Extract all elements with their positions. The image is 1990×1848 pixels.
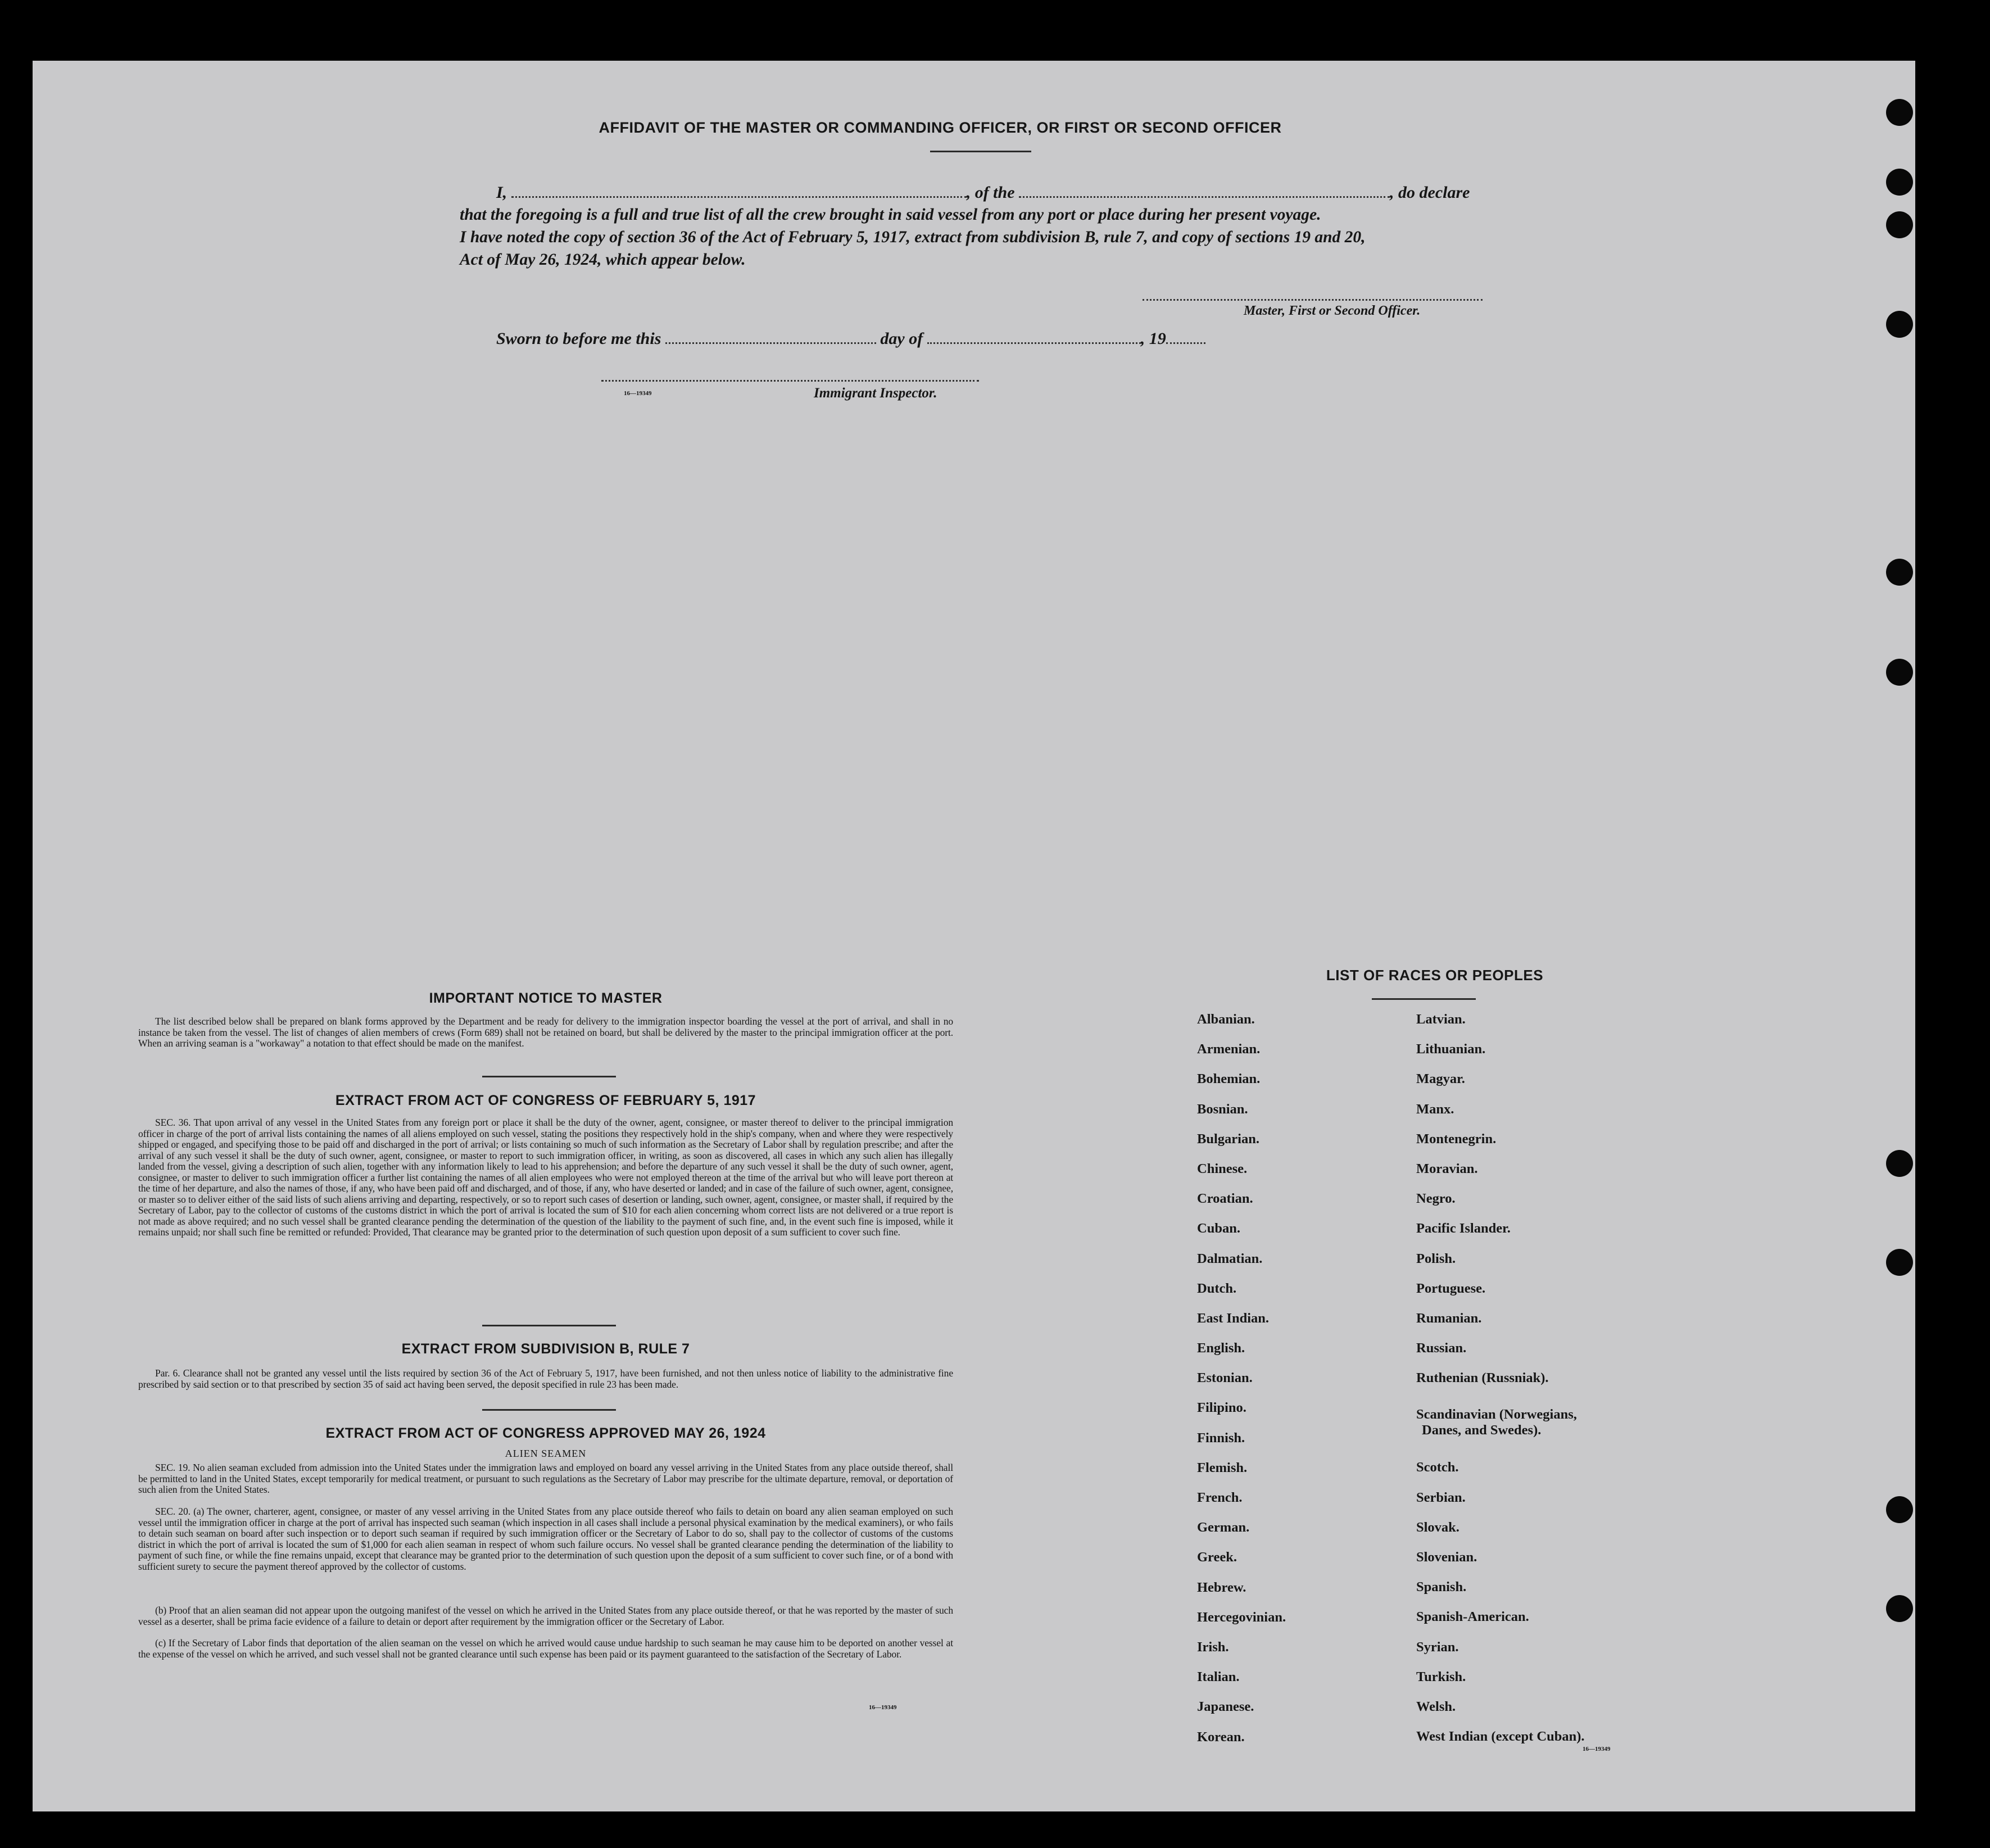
race-item: Bosnian.: [1197, 1101, 1248, 1117]
affidavit-of-the: , of the: [966, 183, 1015, 202]
race-item: Irish.: [1197, 1639, 1229, 1655]
affidavit-line-2: that the foregoing is a full and true list of all the crew brought in said vessel from any port or place during her present voyage.: [460, 206, 1321, 224]
race-item: East Indian.: [1197, 1310, 1270, 1326]
sworn-day-blank: [665, 330, 876, 344]
race-item: Finnish.: [1197, 1430, 1245, 1446]
extract-1924-subtitle: ALIEN SEAMEN: [505, 1448, 587, 1459]
race-item: Bohemian.: [1197, 1071, 1261, 1087]
race-item: Filipino.: [1197, 1400, 1246, 1416]
race-item: Korean.: [1197, 1729, 1245, 1745]
race-item: Croatian.: [1197, 1191, 1253, 1207]
name-blank: [511, 184, 967, 198]
signature-label: Master, First or Second Officer.: [1244, 304, 1421, 318]
race-item: Chinese.: [1197, 1161, 1248, 1176]
race-item: Greek.: [1197, 1550, 1237, 1565]
extract-1917-title: EXTRACT FROM ACT OF CONGRESS OF FEBRUARY 5, 1917: [335, 1093, 756, 1108]
race-item: Hebrew.: [1197, 1579, 1246, 1595]
punch-hole: [1886, 1150, 1913, 1177]
inspector-line: [601, 380, 979, 382]
sworn-month-blank: [927, 330, 1141, 344]
race-item: Scandinavian (Norwegians,: [1416, 1407, 1577, 1423]
vessel-blank: [1019, 184, 1390, 198]
race-item: Scotch.: [1416, 1460, 1459, 1475]
race-item: Latvian.: [1416, 1012, 1466, 1027]
race-item: Welsh.: [1416, 1698, 1456, 1714]
race-item: Hercegovinian.: [1197, 1609, 1286, 1625]
race-item: French.: [1197, 1490, 1243, 1505]
race-item: Montenegrin.: [1416, 1131, 1497, 1147]
divider: [482, 1325, 616, 1326]
race-item: Cuban.: [1197, 1221, 1240, 1236]
punch-hole: [1886, 659, 1913, 686]
race-item: Dalmatian.: [1197, 1251, 1263, 1266]
race-item: Bulgarian.: [1197, 1131, 1259, 1147]
sworn-year: , 19: [1140, 329, 1166, 348]
punch-hole: [1886, 1496, 1913, 1523]
affidavit-line-3: I have noted the copy of section 36 of the Act of February 5, 1917, extract from subdivision B, rule 7, and copy of sections 19 and 20,: [460, 228, 1366, 246]
race-item: Russian.: [1416, 1340, 1467, 1356]
sworn-line: [496, 329, 1205, 348]
race-item: Spanish.: [1416, 1579, 1467, 1595]
punch-hole: [1886, 211, 1913, 238]
punch-hole: [1886, 559, 1913, 586]
races-title: LIST OF RACES OR PEOPLES: [1326, 967, 1544, 984]
race-item: Syrian.: [1416, 1639, 1459, 1655]
form-number: 16—19349: [1583, 1746, 1611, 1752]
divider: [482, 1076, 616, 1077]
race-item: Lithuanian.: [1416, 1041, 1486, 1057]
notice-text: The list described below shall be prepared on blank forms approved by the Department and be ready for delivery to the immigration inspector boarding the vessel at the port of arrival, and shall in no instance be taken from the vessel. The list of changes of alien members of crews (Form 689) shall not be retained on board, but shall be delivered by the master to the principal immigration officer at the port. When an arriving seaman is a "workaway" a notation to that effect should be made on the manifest.: [138, 1016, 953, 1049]
form-number: 16—19349: [869, 1704, 897, 1711]
sworn-day-of: day of: [880, 329, 923, 348]
affidavit-title: AFFIDAVIT OF THE MASTER OR COMMANDING OFFICER, OR FIRST OR SECOND OFFICER: [599, 119, 1282, 136]
race-item: Rumanian.: [1416, 1310, 1482, 1326]
extract-1917-text: SEC. 36. That upon arrival of any vessel in the United States from any foreign port or place it shall be the duty of the owner, agent, consignee, or master thereof to deliver to the principal immigration officer in charge of the port of arrival lists containing the names of all aliens employed on such vessel, stating the positions they respectively hold in the ship's company, when and where they were respectively shipped or engaged, and specifying those to be paid off and discharged in the port of arrival; or lists containing so much of such information as the Secretary of Labor shall by regulation prescribe; and after the arrival of any such vessel it shall be the duty of such owner, agent, consignee, or master to report to such immigration officer, in writing, as soon as discovered, all cases in which any such alien has illegally landed from the vessel, giving a description of such alien, together with any information likely to lead to his apprehension; and before the departure of any such vessel it shall be the duty of such owner, agent, consignee, or master to deliver to such immigration officer a further list containing the names of all alien employees who were not employed thereon at the time of the arrival but who will leave port thereon at the time of her departure, and also the names of those, if any, who have been paid off and discharged, and of those, if any, who have deserted or landed; and in case of the failure of such owner, agent, consignee, or master so to deliver either of the said lists of such aliens arriving and departing, respectively, or so to report such cases of desertion or landing, such owner, agent, consignee, or master shall, if required by the Secretary of Labor, pay to the collector of customs of the customs district in which the port of arrival is located the sum of $10 for each alien concerning whom correct lists are not delivered or a true report is not made as above required; and no such vessel shall be granted clearance pending the determination of the question of the liability to the payment of such fine, and, in the event such fine is imposed, while it remains unpaid; nor shall such fine be remitted or refunded: Provided, That clearance may be granted prior to the determination of such question upon deposit of a sum sufficient to cover such fine.: [138, 1117, 953, 1238]
race-item: Armenian.: [1197, 1041, 1261, 1057]
races-column-2: [1416, 1012, 1584, 1759]
sworn-year-blank: [1166, 330, 1205, 344]
race-item: Portuguese.: [1416, 1280, 1486, 1296]
signature-line: [1143, 299, 1483, 301]
document-page: [33, 61, 1915, 1811]
extract-1924-sec19: SEC. 19. No alien seaman excluded from admission into the United States under the immigration laws and employed on board any vessel arriving in the United States from any place outside thereof, shall be permitted to land in the United States, except temporarily for medical treatment, or pursuant to such regulations as the Secretary of Labor may prescribe for the ultimate departure, removal, or deportation of such alien from the United States.: [138, 1462, 953, 1495]
race-item: Manx.: [1416, 1101, 1454, 1117]
extract-1924-sec20a: SEC. 20. (a) The owner, charterer, agent, consignee, or master of any vessel arriving in the United States from any place outside thereof who fails to detain on board any alien seaman employed on such vessel until the immigration officer in charge at the port of arrival has inspected such seaman (which inspection in all cases shall include a personal physical examination by the medical examiners), or who fails to detain such seaman on board after such inspection or to deport such seaman if required by such immigration officer or the Secretary of Labor to do so, shall pay to the collector of customs of the customs district in which the port of arrival is located the sum of $1,000 for each alien seaman in respect of whom such failure occurs. No vessel shall be granted clearance pending the determination of the liability to payment of such fine, or while the fine remains unpaid, except that clearance may be granted prior to the determination of such question upon the deposit of a sum sufficient to cover such fine, or of a bond with sufficient surety to secure the payment thereof approved by the collector of customs.: [138, 1506, 953, 1572]
affidavit-line-4: Act of May 26, 1924, which appear below.: [460, 251, 746, 269]
punch-hole: [1886, 99, 1913, 126]
race-item: Magyar.: [1416, 1071, 1465, 1087]
race-item: Polish.: [1416, 1251, 1456, 1266]
affidavit-do-declare: , do declare: [1390, 183, 1470, 202]
race-item: Slovak.: [1416, 1519, 1459, 1535]
notice-title: IMPORTANT NOTICE TO MASTER: [429, 990, 663, 1006]
race-item: Pacific Islander.: [1416, 1221, 1511, 1236]
race-item: Slovenian.: [1416, 1550, 1477, 1565]
race-item: Flemish.: [1197, 1460, 1248, 1475]
race-item: Turkish.: [1416, 1669, 1466, 1684]
race-item: Japanese.: [1197, 1699, 1254, 1715]
extract-1924-title: EXTRACT FROM ACT OF CONGRESS APPROVED MAY 26, 1924: [325, 1425, 766, 1441]
form-number: 16—19349: [624, 390, 652, 397]
race-item: Serbian.: [1416, 1489, 1466, 1505]
race-item: Spanish-American.: [1416, 1609, 1529, 1625]
extract-rule7-text: Par. 6. Clearance shall not be granted any vessel until the lists required by section 36 of the Act of February 5, 1917, have been furnished, and not then unless notice of liability to the administrative fine prescribed by said section or to that prescribed by section 35 of said act having been served, the deposit specified in rule 23 has been made.: [138, 1367, 953, 1390]
affidavit-i: I,: [496, 183, 507, 202]
punch-hole: [1886, 169, 1913, 196]
divider: [930, 151, 1031, 152]
punch-hole: [1886, 1249, 1913, 1276]
race-item: Albanian.: [1197, 1012, 1255, 1027]
race-item: West Indian (except Cuban).: [1416, 1729, 1585, 1745]
race-item: Danes, and Swedes).: [1422, 1423, 1542, 1438]
race-item: Italian.: [1197, 1669, 1240, 1685]
races-column-1: [1197, 1012, 1286, 1759]
race-item: Estonian.: [1197, 1370, 1253, 1386]
divider: [482, 1409, 616, 1411]
sworn-text: Sworn to before me this: [496, 329, 661, 348]
punch-hole: [1886, 1595, 1913, 1622]
race-item: Negro.: [1416, 1191, 1456, 1207]
extract-rule7-title: EXTRACT FROM SUBDIVISION B, RULE 7: [401, 1341, 690, 1357]
extract-1924-sec20b: (b) Proof that an alien seaman did not appear upon the outgoing manifest of the vessel on which he arrived in the United States from any place outside thereof, or that he was reported by the master of such vessel as a deserter, shall be prima facie evidence of a failure to detain or deport after requirement by the immigration officer or the Secretary of Labor.: [138, 1605, 953, 1627]
extract-1924-sec20c: (c) If the Secretary of Labor finds that deportation of the alien seaman on the vessel on which he arrived would cause undue hardship to such seaman he may cause him to be deported on another vessel at the expense of the vessel on which he arrived, and such vessel shall not be granted clearance until such expense has been paid or its payment guaranteed to the satisfaction of the Secretary of Labor.: [138, 1637, 953, 1660]
race-item: Moravian.: [1416, 1161, 1478, 1176]
divider: [1372, 998, 1476, 1000]
race-item: English.: [1197, 1340, 1245, 1356]
punch-hole: [1886, 311, 1913, 338]
inspector-label: Immigrant Inspector.: [814, 386, 937, 401]
race-item: Dutch.: [1197, 1280, 1237, 1296]
race-item: German.: [1197, 1520, 1250, 1536]
race-item: Ruthenian (Russniak).: [1416, 1370, 1549, 1386]
affidavit-line-1: [496, 183, 1470, 202]
